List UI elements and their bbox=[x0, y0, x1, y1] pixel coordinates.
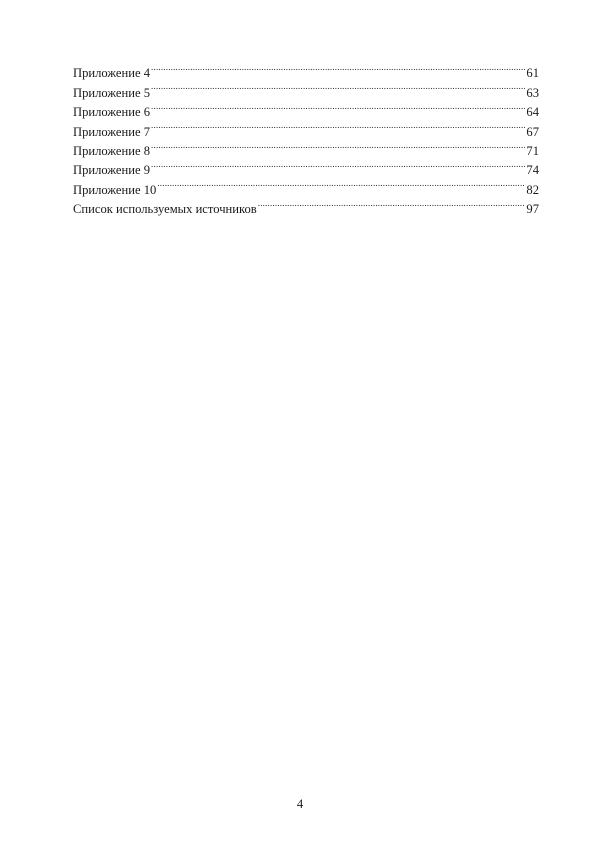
toc-entry-page: 61 bbox=[526, 66, 539, 81]
toc-entry-title: Список используемых источников bbox=[73, 202, 257, 217]
toc-dot-leader bbox=[151, 155, 525, 174]
toc-entry-page: 63 bbox=[526, 85, 539, 100]
toc-entry-title: Приложение 9 bbox=[73, 163, 151, 178]
toc-entry-page: 82 bbox=[526, 182, 539, 197]
toc-entry-page: 97 bbox=[526, 202, 539, 217]
toc-dot-leader bbox=[151, 116, 525, 135]
toc-entry-page: 71 bbox=[526, 143, 539, 158]
toc-entry-title: Приложение 7 bbox=[73, 124, 151, 139]
toc-dot-leader bbox=[151, 136, 525, 155]
toc-dot-leader bbox=[151, 77, 525, 96]
toc-entry-title: Приложение 6 bbox=[73, 105, 151, 120]
toc-entry-page: 67 bbox=[526, 124, 539, 139]
toc-entry-appendix-4 bbox=[73, 58, 539, 81]
toc-entry-page: 74 bbox=[526, 163, 539, 178]
toc-dot-leader bbox=[151, 97, 525, 116]
toc-entry-page: 64 bbox=[526, 105, 539, 120]
page-number: 4 bbox=[296, 797, 304, 811]
toc-entry-title: Приложение 10 bbox=[73, 182, 157, 197]
toc-dot-leader bbox=[258, 194, 526, 213]
toc-entry-title: Приложение 4 bbox=[73, 66, 151, 81]
toc-entry-title: Приложение 8 bbox=[73, 143, 151, 158]
toc-dot-leader bbox=[151, 58, 525, 77]
table-of-contents bbox=[73, 58, 539, 217]
toc-dot-leader bbox=[157, 174, 525, 193]
toc-entry-title: Приложение 5 bbox=[73, 85, 151, 100]
